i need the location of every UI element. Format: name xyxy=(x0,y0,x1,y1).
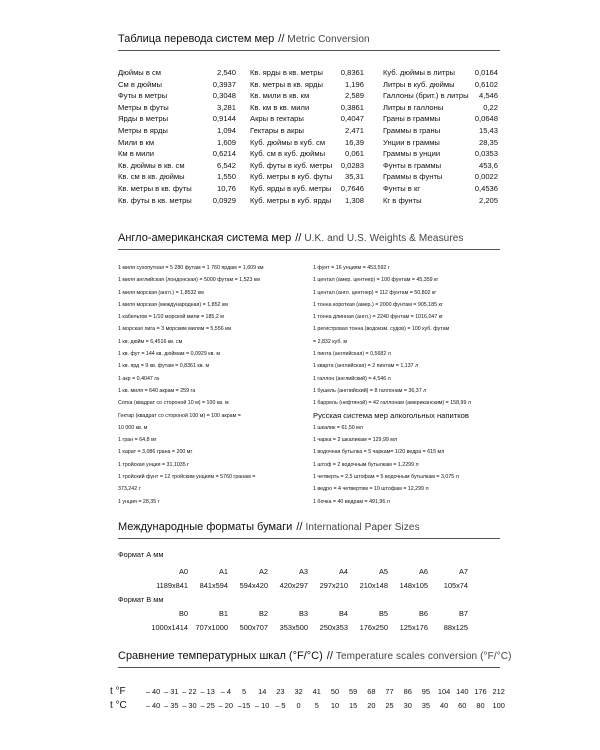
conversion-value: 28,35 xyxy=(478,137,498,147)
temp-f-value: 86 xyxy=(403,687,412,696)
paper-format-name: A4 xyxy=(338,567,348,576)
measure-line: 10 000 кв. м xyxy=(118,424,148,431)
paper-format-size: 105x74 xyxy=(443,581,468,590)
conversion-row xyxy=(383,195,498,207)
conversion-value: 0,0283 xyxy=(340,160,364,170)
paper-format-size: 148x105 xyxy=(399,581,428,590)
conversion-value: 2,471 xyxy=(344,125,364,135)
paper-format-name: B5 xyxy=(378,609,388,618)
temp-f-value: – 40 xyxy=(145,687,161,696)
measure-line: = 2,832 куб. м xyxy=(313,338,347,345)
temp-f-value: 95 xyxy=(421,687,431,696)
conversion-label: Гектары в акры xyxy=(250,125,305,135)
conversion-row xyxy=(383,125,498,137)
conversion-label: Фунты в кг xyxy=(383,183,421,193)
conversion-label: Литры в галлоны xyxy=(383,102,444,112)
paper-format-name: B7 xyxy=(458,609,468,618)
paper-a-names xyxy=(142,567,468,576)
conversion-value: 10,76 xyxy=(216,183,236,193)
conversion-label: Футы в метры xyxy=(118,91,168,101)
conversion-value: 1,196 xyxy=(344,79,364,89)
measure-line: 1 карат = 3,086 грана = 200 мг xyxy=(118,449,193,456)
measure-line: 1 тройская унция = 31,1035 г xyxy=(118,461,190,468)
conversion-row xyxy=(250,183,364,195)
measure-line: 1 бушель (английский) = 8 галлонам = 36,37 л xyxy=(313,387,427,394)
temp-c-value: – 30 xyxy=(182,701,197,710)
temp-c-value: 20 xyxy=(367,701,376,710)
paper-format-name: A5 xyxy=(378,567,388,576)
measure-line: 1 кв. фут = 144 кв. дюймам = 0,0929 кв. м xyxy=(118,351,220,358)
conversion-label: Кв. футы в кв. метры xyxy=(118,195,192,205)
measure-line: 1 кабельтов = 1/10 морской мили = 185,2 м xyxy=(118,314,224,321)
conversion-label: Граммы в фунты xyxy=(383,172,443,182)
conversion-row xyxy=(383,171,498,183)
measure-line: 1 акр = 0,4047 га xyxy=(118,375,160,382)
conversion-value: 1,609 xyxy=(216,137,236,147)
temp-c-value: 40 xyxy=(439,701,449,710)
conversion-value: 4,546 xyxy=(478,91,498,101)
paper-rule xyxy=(118,538,500,539)
temp-title xyxy=(118,650,512,662)
paper-format-name: B6 xyxy=(418,609,428,618)
paper-format-size: 1000x1414 xyxy=(151,623,188,632)
conversion-value: 0,3048 xyxy=(212,91,236,101)
weights-title xyxy=(118,232,464,244)
conversion-label: Куб. ярды в куб. метры xyxy=(250,183,332,193)
conversion-row xyxy=(383,183,498,195)
metric-title xyxy=(118,33,370,45)
measure-line: Гектар (квадрат со стороной 100 м) = 100 акрам = xyxy=(118,412,241,419)
conversion-value: 15,43 xyxy=(478,125,498,135)
conversion-value: 0,0648 xyxy=(474,114,498,124)
temp-f-value: 32 xyxy=(294,687,303,696)
metric-rule xyxy=(118,50,500,51)
conversion-label: Куб. см в куб. дюймы xyxy=(250,149,326,159)
conversion-label: Галлоны (брит.) в литры xyxy=(383,91,469,101)
temp-c-value: 30 xyxy=(403,701,412,710)
paper-title-en: International Paper Sizes xyxy=(305,522,420,533)
conversion-row xyxy=(118,171,236,183)
conversion-label: Куб. дюймы в литры xyxy=(383,68,456,77)
conversion-label: Кв. мили в кв. км xyxy=(250,91,310,101)
conversion-row xyxy=(250,125,364,137)
conversion-label: Метры в футы xyxy=(118,102,169,112)
conversion-row xyxy=(118,113,236,125)
temp-c-label: t °C xyxy=(110,700,127,711)
conversion-value: 6,542 xyxy=(216,160,236,170)
metric-column-1 xyxy=(118,67,236,206)
paper-format-size: 500x707 xyxy=(239,623,268,632)
conversion-value: 0,3861 xyxy=(340,102,364,112)
temp-c-value: – 35 xyxy=(164,701,179,710)
conversion-value: 0,6102 xyxy=(474,79,498,89)
temp-f-value: 41 xyxy=(312,687,321,696)
conversion-label: Кв. см в кв. дюймы xyxy=(118,172,185,182)
measure-line: 1 центал (амер. центнер) = 100 фунтам = 45,359 кг xyxy=(313,277,439,284)
weights-title-en: U.K. and U.S. Weights & Measures xyxy=(304,233,464,244)
measure-line: 1 унция = 28,35 г xyxy=(118,498,160,505)
conversion-label: Метры в ярды xyxy=(118,125,168,135)
measure-line: 1 четверть = 2,5 штофам = 5 водочным бутылкам = 3,075 л xyxy=(313,474,459,481)
conversion-row xyxy=(118,79,236,91)
paper-title-sep: // xyxy=(296,521,303,533)
weights-right-column xyxy=(313,262,503,508)
measure-line: 1 тонна короткая (амер.) = 2000 фунтам = 905,185 кг xyxy=(313,301,443,308)
conversion-value: 2,540 xyxy=(216,68,236,77)
conversion-row xyxy=(118,183,236,195)
conversion-label: Куб. метры в куб. ярды xyxy=(250,195,332,205)
conversion-row xyxy=(250,160,364,172)
conversion-value: 0,9144 xyxy=(212,114,236,124)
measure-line: 1 бочка = 40 ведрам = 491,96 л xyxy=(313,498,390,505)
paper-b-names xyxy=(142,609,468,618)
paper-format-name: A0 xyxy=(178,567,188,576)
paper-format-size: 297x210 xyxy=(319,581,348,590)
temp-c-value: 100 xyxy=(492,701,505,710)
paper-b-label: Формат В мм xyxy=(118,595,164,604)
paper-a-label: Формат А мм xyxy=(118,550,164,559)
temp-f-label: t °F xyxy=(110,686,126,697)
weights-left-column xyxy=(118,262,293,508)
conversion-row xyxy=(118,125,236,137)
temp-c-value: 25 xyxy=(385,701,394,710)
measure-line: 1 центал (англ. центнер) = 112 фунтам = 50,802 кг xyxy=(313,289,437,296)
conversion-value: 0,7646 xyxy=(340,183,364,193)
temp-rule xyxy=(118,667,500,668)
metric-title-sep: // xyxy=(278,33,285,45)
temp-c-value: 10 xyxy=(330,701,340,710)
paper-title xyxy=(118,521,420,533)
conversion-value: 1,308 xyxy=(344,195,364,205)
temp-f-value: 5 xyxy=(241,687,247,696)
paper-format-name: A6 xyxy=(418,567,428,576)
conversion-row xyxy=(118,67,236,79)
paper-format-size: 420x297 xyxy=(279,581,308,590)
paper-format-name: B2 xyxy=(258,609,268,618)
conversion-row xyxy=(118,195,236,207)
conversion-row xyxy=(250,148,364,160)
conversion-row xyxy=(250,79,364,91)
conversion-label: Мили в км xyxy=(118,137,155,147)
temp-f-value: 140 xyxy=(456,687,469,696)
conversion-label: Куб. метры в куб. футы xyxy=(250,172,333,182)
conversion-row xyxy=(250,137,364,149)
temp-title-en: Temperature scales conversion (°F/°C) xyxy=(335,651,512,662)
conversion-label: См в дюймы xyxy=(118,79,163,89)
conversion-value: 0,0929 xyxy=(212,195,236,205)
weights-title-sep: // xyxy=(295,232,302,244)
paper-format-name: B1 xyxy=(218,609,228,618)
paper-format-size: 841x594 xyxy=(199,581,228,590)
conversion-value: 0,4536 xyxy=(474,183,498,193)
metric-column-2 xyxy=(250,67,364,206)
conversion-value: 1,550 xyxy=(216,172,236,182)
conversion-label: Куб. дюймы в куб. см xyxy=(250,137,326,147)
measure-line: 1 миля морская (англ.) = 1,8532 км xyxy=(118,289,204,296)
measure-line: 1 регистровая тонна (водоизм. судов) = 100 куб. футам xyxy=(313,326,450,333)
conversion-value: 453,6 xyxy=(478,160,498,170)
conversion-label: Куб. футы в куб. метры xyxy=(250,160,333,170)
conversion-label: Км в мили xyxy=(118,149,155,159)
conversion-row xyxy=(250,90,364,102)
temp-f-value: – 4 xyxy=(220,687,231,696)
conversion-label: Дюймы в см xyxy=(118,68,162,77)
temp-title-ru: Сравнение температурных шкал (°F/°C) xyxy=(118,650,323,662)
conversion-label: Кв. км в кв. мили xyxy=(250,102,310,112)
paper-a-sizes xyxy=(142,581,468,590)
temp-f-value: 50 xyxy=(330,687,340,696)
conversion-value: 0,061 xyxy=(344,149,364,159)
paper-format-name: A1 xyxy=(218,567,228,576)
conversion-row xyxy=(118,160,236,172)
conversion-value: 0,6214 xyxy=(212,149,236,159)
temp-title-sep: // xyxy=(326,650,333,662)
measure-line: 1 гран = 64,8 мг xyxy=(118,437,157,444)
paper-format-size: 594x420 xyxy=(239,581,268,590)
conversion-value: 0,8361 xyxy=(340,68,364,77)
temp-f-value: – 13 xyxy=(200,687,215,696)
conversion-row xyxy=(383,79,498,91)
weights-title-ru: Англо-американская система мер xyxy=(118,232,292,244)
conversion-value: 0,3937 xyxy=(212,79,236,89)
measure-line: 1 кв. миля = 640 акрам = 259 га xyxy=(118,387,196,394)
paper-format-name: B3 xyxy=(298,609,308,618)
paper-format-size: 1189x841 xyxy=(156,581,188,590)
temp-c-value: – 40 xyxy=(145,701,161,710)
temp-c-value: – 25 xyxy=(200,701,215,710)
paper-format-size: 707x1000 xyxy=(195,623,228,632)
paper-format-size: 125x176 xyxy=(399,623,428,632)
temp-f-value: 23 xyxy=(276,687,285,696)
temp-f-value: 77 xyxy=(385,687,394,696)
paper-title-ru: Международные форматы бумаги xyxy=(118,521,293,533)
conversion-value: 0,4047 xyxy=(340,114,364,124)
paper-format-size: 353x500 xyxy=(279,623,308,632)
temp-f-row xyxy=(110,686,508,697)
conversion-label: Граммы в унции xyxy=(383,149,441,159)
temp-f-value: 212 xyxy=(492,687,505,696)
temp-c-value: –15 xyxy=(237,701,251,710)
temp-f-value: 104 xyxy=(437,687,451,696)
paper-format-name: B4 xyxy=(338,609,348,618)
metric-column-3 xyxy=(383,67,498,206)
temp-f-value: 176 xyxy=(474,687,487,696)
measure-line: 1 шкалик = 61,50 мл xyxy=(313,424,363,431)
conversion-label: Ярды в метры xyxy=(118,114,169,124)
measure-line: 1 чарка = 2 шкаликам = 129,99 мл xyxy=(313,437,398,444)
temp-c-value: 35 xyxy=(421,701,431,710)
temp-f-value: 59 xyxy=(349,687,358,696)
conversion-label: Кв. метры в кв. футы xyxy=(118,183,192,193)
temp-c-value: 80 xyxy=(476,701,485,710)
conversion-row xyxy=(118,148,236,160)
temp-f-value: 68 xyxy=(367,687,376,696)
paper-format-size: 210x148 xyxy=(359,581,388,590)
conversion-value: 2,589 xyxy=(344,91,364,101)
conversion-row xyxy=(383,67,498,79)
temp-f-value: – 31 xyxy=(164,687,179,696)
measure-line: 1 миля английская (лондонская) = 5000 футам = 1,523 км xyxy=(118,277,260,284)
conversion-value: 16,39 xyxy=(344,137,364,147)
conversion-row xyxy=(250,195,364,207)
conversion-label: Унции в граммы xyxy=(383,137,440,147)
temp-c-row xyxy=(110,700,508,711)
measure-line: 1 миля морская (международная) = 1,852 км xyxy=(118,301,228,308)
measure-line: 1 баррель (нефтяной) = 42 галлонам (американским) = 158,99 л xyxy=(313,400,471,407)
measure-line: 1 кв. дюйм = 6,4516 кв. см xyxy=(118,338,183,345)
conversion-label: Фунты в граммы xyxy=(383,160,442,170)
conversion-row xyxy=(118,90,236,102)
conversion-row xyxy=(250,67,364,79)
measure-line: 1 тонна длинная (англ.) = 2240 фунтам = 1016,047 кг xyxy=(313,314,444,321)
conversion-row xyxy=(250,102,364,114)
conversion-row xyxy=(118,137,236,149)
paper-format-name: B0 xyxy=(178,609,188,618)
conversion-row xyxy=(250,113,364,125)
measure-line: 1 тройский фунт = 12 тройским унциям = 5760 гранам = xyxy=(118,474,256,481)
conversion-row xyxy=(383,160,498,172)
measure-line: 373,242 г xyxy=(118,486,141,493)
measure-line: 1 водочная бутылка = 5 чаркам= 1/20 ведра = 615 мл xyxy=(313,449,445,456)
conversion-value: 0,22 xyxy=(483,102,498,112)
measure-line: 1 кв. ярд = 9 кв. футам = 0,8361 кв. м xyxy=(118,363,210,370)
conversion-value: 3,281 xyxy=(216,102,236,112)
conversion-value: 35,31 xyxy=(344,172,364,182)
measure-line: 1 фунт = 16 унциям = 453,592 г xyxy=(313,265,390,271)
temp-c-value: – 10 xyxy=(255,701,270,710)
measure-line: 1 штоф = 2 водочным бутылкам = 1,2299 л xyxy=(313,461,419,468)
temp-f-value: – 22 xyxy=(182,687,197,696)
measure-line: 1 ведро = 4 четвертям = 10 штофам = 12,299 л xyxy=(313,486,429,493)
temp-c-value: 60 xyxy=(458,701,467,710)
measure-line: Сотка (квадрат со стороной 10 м) = 100 кв. м xyxy=(118,400,229,407)
conversion-value: 1,094 xyxy=(216,125,236,135)
temp-c-value: 5 xyxy=(314,701,319,710)
measure-line: 1 галлон (английский) = 4,546 л xyxy=(313,375,391,382)
conversion-row xyxy=(383,90,498,102)
measure-line: 1 морская лига = 3 морским милям = 5,556 км xyxy=(118,326,232,333)
conversion-label: Граны в граммы xyxy=(383,114,441,124)
conversion-label: Акры в гектары xyxy=(250,114,304,124)
measure-line: 1 пинта (английская) = 0,5682 л xyxy=(313,351,391,358)
paper-format-name: A7 xyxy=(458,567,468,576)
conversion-row xyxy=(383,137,498,149)
conversion-row xyxy=(118,102,236,114)
conversion-label: Кв. ярды в кв. метры xyxy=(250,68,323,77)
paper-format-size: 176x250 xyxy=(359,623,388,632)
metric-title-en: Metric Conversion xyxy=(287,34,370,45)
temp-f-value: 14 xyxy=(258,687,267,696)
conversion-row xyxy=(383,102,498,114)
conversion-value: 0,0164 xyxy=(474,68,498,77)
temp-c-value: 15 xyxy=(349,701,358,710)
measure-line: 1 кварта (английская) = 2 пинтам = 1,137 л xyxy=(313,363,419,370)
conversion-row xyxy=(250,171,364,183)
conversion-label: Граммы в граны xyxy=(383,125,441,135)
metric-title-ru: Таблица перевода систем мер xyxy=(118,33,275,45)
measure-line: 1 миля сухопутная = 5 280 футам = 1 760 ярдам = 1,609 км xyxy=(118,265,264,271)
conversion-label: Кв. метры в кв. ярды xyxy=(250,79,323,89)
paper-b-sizes xyxy=(142,623,468,632)
conversion-label: Кг в фунты xyxy=(383,195,422,205)
paper-format-size: 88x125 xyxy=(443,623,468,632)
temp-c-value: 0 xyxy=(296,701,301,710)
conversion-label: Кв. дюймы в кв. см xyxy=(118,160,185,170)
conversion-value: 0,0353 xyxy=(474,149,498,159)
conversion-value: 2,205 xyxy=(478,195,498,205)
conversion-value: 0,0022 xyxy=(474,172,498,182)
paper-format-size: 250x353 xyxy=(319,623,348,632)
temp-c-value: – 20 xyxy=(218,701,234,710)
paper-format-name: A2 xyxy=(258,567,268,576)
conversion-row xyxy=(383,148,498,160)
conversion-label: Литры в куб. дюймы xyxy=(383,79,455,89)
alcohol-subtitle: Русская система мер алкогольных напитков xyxy=(313,410,469,420)
weights-rule xyxy=(118,249,500,250)
paper-format-name: A3 xyxy=(298,567,308,576)
temp-c-value: – 5 xyxy=(275,701,286,710)
conversion-row xyxy=(383,113,498,125)
